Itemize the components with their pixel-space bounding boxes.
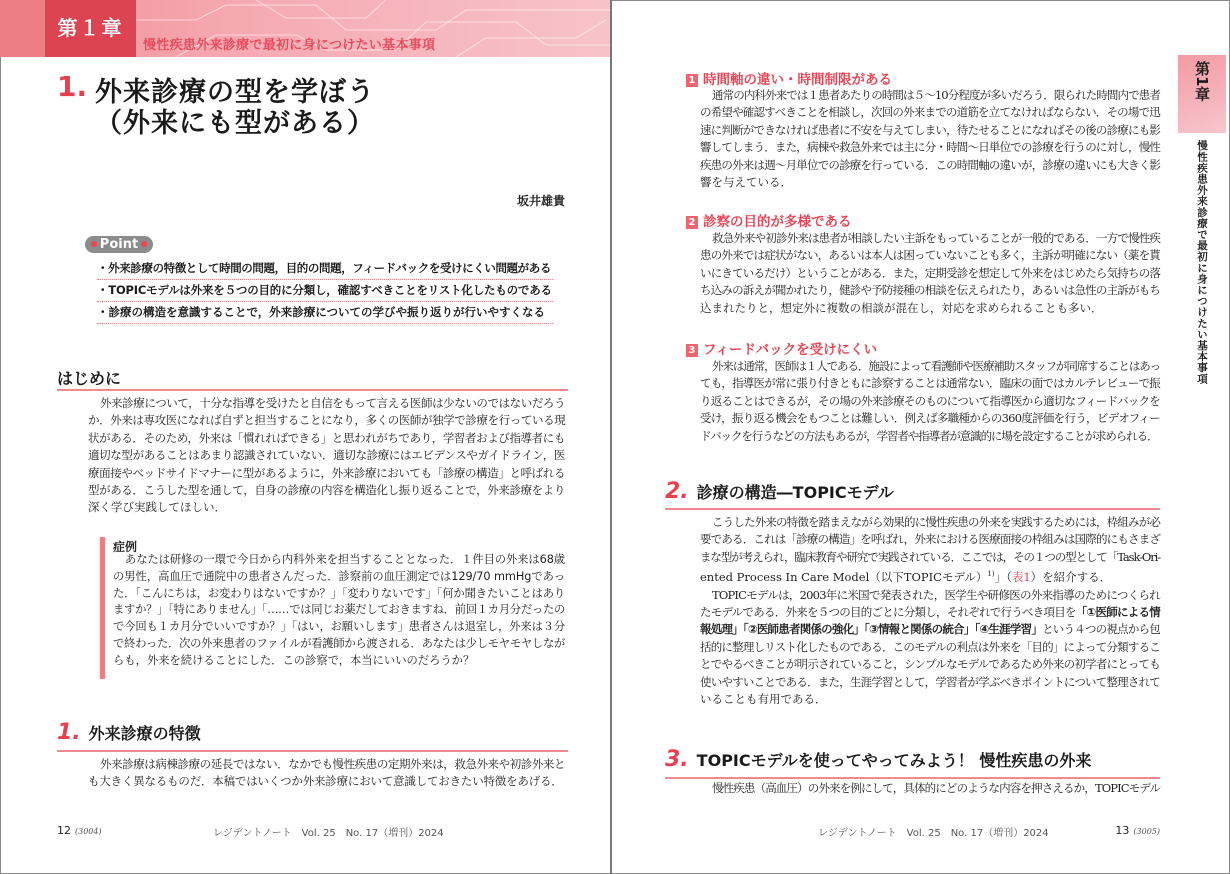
page-number-left: [57, 824, 102, 837]
case-paragraph: [113, 552, 565, 670]
text-line: 疾患の外来は週～月単位での診療を行っている．この時間軸の違いが，診療の違いにも大きく影: [700, 157, 1161, 172]
subsection-heading-3: [686, 338, 877, 358]
text-segment: 報処理」「②医師患者関係の強化」「③情報と関係の統合」「④生涯学習」: [700, 622, 1043, 637]
heading-rule: [57, 389, 568, 391]
text-line: で今回も１カ月分でいいですか？」「はい，お願いします」患者さんは退室し，外来は３分: [113, 620, 565, 634]
article-title-line2: （外来にも型がある）: [95, 108, 375, 139]
text-line: [700, 566, 1160, 586]
text-segment: 「①医師による情: [1075, 605, 1161, 620]
table-reference-link[interactable]: 表1: [1011, 570, 1031, 585]
case-accent-bar: [100, 537, 105, 679]
point-item: ・診療の構造を意識することで，外来診療についての学びや振り返りが行いやすくなる: [97, 304, 553, 324]
text-line: 受け，振り返る機会をもつことは難しい．例えば多職種からの360度評価を行う，ビデオフィー: [700, 411, 1160, 426]
text-line: とでやるべきことが明示されていること，シンプルなモデルであるため外来の初学者にとっても: [700, 657, 1160, 672]
text-line: 慢性疾患（高血圧）の外来を例にして，具体的にどのような内容を押さえるか，TOPICモデル: [712, 781, 1160, 795]
text-line: 外来は通常，医師は１人である．施設によって看護師や医療補助スタッフが同席することはあっ: [712, 359, 1160, 373]
text-line: 使いやすいことである．また，生涯学習として，学習者が学ぶべきポイントについて整理されて: [700, 674, 1160, 689]
chapter-subtitle: 慢性疾患外来診療で最初に身につけたい基本事項: [143, 38, 436, 53]
header-strip: [0, 0, 45, 57]
section-number: 2.: [665, 479, 689, 504]
subsection-title: 時間軸の違い・時間制限がある: [703, 72, 892, 88]
page-sub-number: (3005): [1133, 827, 1160, 836]
heading-rule: [665, 777, 1160, 779]
text-line: 速に判断ができなければ患者に不安を与えてしまい，待たせることになればその後の診療にも影: [700, 122, 1161, 137]
side-tab-chapter: 第1章: [1193, 61, 1211, 102]
text-segment: という４つの視点から包: [1042, 622, 1160, 637]
text-line: 外来診療は病棟診療の延長ではない．なかでも慢性疾患の定期外来は，救急外来や初診外来と: [100, 757, 565, 771]
article-title-line1: 外来診療の型を学ぼう: [95, 77, 375, 108]
text-line: 外来診療について，十分な指導を受けたと自信をもって言える医師は少ないのではないだろう: [100, 396, 565, 410]
text-line: ドバックを行うなどの方法もあるが，学習者や指導者が意識的に場を設定することが求められる．: [700, 428, 1158, 443]
text-line: TOPICモデルは，2003年に米国で発表された，医学生や研修医の外来指導のためにつくられ: [712, 587, 1160, 602]
page-divider: [610, 0, 612, 874]
text-line: いることも有用である．: [700, 692, 827, 707]
text-line: いにきているだけ）ということがある．また，定期受診を想定して外来をはじめたら気持ちの落: [700, 265, 1161, 280]
section-title: TOPICモデルを使ってやってみよう！ 慢性疾患の外来: [696, 751, 1092, 770]
heading-rule: [57, 750, 568, 752]
chapter-label: 第１章: [45, 0, 136, 57]
chapter-side-tab: [1178, 55, 1226, 133]
subsection-paragraph: [700, 230, 1160, 317]
text-line: 要である．これは「診療の構造」を呼ばれ，外来における医療面接の枠組みは国際的にもさまざ: [700, 532, 1160, 547]
subsection-title: 診察の目的が多様である: [703, 214, 852, 230]
subsection-paragraph: [700, 358, 1160, 445]
section-title: 外来診療の特徴: [88, 724, 201, 743]
author-name: 坂井雄貴: [516, 194, 565, 208]
section3-heading: [665, 747, 1091, 772]
dot-icon: [141, 241, 147, 247]
point-item: ・外来診療の特徴として時間の問題，目的の問題，フィードバックを受けにくい問題がある: [97, 260, 553, 280]
text-line: り返ることはできるが，その場の外来診療そのものについて指導医から適切なフィードバックを: [700, 393, 1160, 408]
intro-heading: はじめに: [57, 369, 122, 388]
text-line: [700, 604, 1160, 621]
text-segment: 」（: [994, 570, 1012, 585]
section1-paragraph: [88, 756, 565, 791]
section-number: 3.: [665, 747, 689, 772]
section1-heading: [57, 720, 201, 745]
journal-footer: レジデントノート Vol. 25 No. 17（増刊）2024: [213, 828, 444, 839]
text-line: 深く学び実践してほしい．: [88, 500, 226, 515]
text-line: [700, 621, 1160, 638]
chapter-header-band: [0, 0, 610, 57]
text-line: 通常の内科外来では１患者あたりの時間は５～10分程度が多いだろう．限られた時間内で患者: [712, 88, 1160, 102]
text-line: 患の外来では症状がない，あるいは本人は困っていないことも多く，主訴が明確にない（薬を貰: [700, 248, 1160, 263]
text-line: の希望や確認すべきことを相談し，次回の外来までの道筋を立てなければならない．その場で迅: [700, 105, 1160, 120]
text-line: か．外来は専攻医になれば自ずと担当することになり，多くの医師が独学で診療を行っている現: [88, 413, 566, 428]
point-item: ・TOPICモデルは外来を５つの目的に分類し，確認すべきことをリスト化したものである: [97, 282, 553, 302]
number-box-icon: 3: [686, 344, 698, 357]
text-line: 救急外来や初診外来は患者が相談したい主訴をもっていることが一般的である．一方で慢性疾: [712, 231, 1160, 245]
text-segment: ）を紹介する．: [1030, 570, 1112, 585]
text-line: の男性，高血圧で通院中の患者さんだった．診察前の血圧測定では129/70 mmHgであっ: [113, 569, 565, 583]
text-line: こうした外来の特徴を踏まえながら効果的に慢性疾患の外来を実践するためには，枠組みが必: [712, 515, 1160, 529]
text-line: 響してしまう．また，病棟や救急外来では主に分・時間～日単位での診療を行うのに対し，慢性: [700, 140, 1161, 155]
text-line: 括的に整理しリスト化したものである．このモデルの利点は外来を「目的」によって分類するこ: [700, 639, 1160, 654]
subsection-paragraph: [700, 87, 1160, 191]
case-title: 症例: [113, 540, 138, 554]
text-line: ても，指導医が常に張り付きともに診察することは通常ない．臨床の面ではカルテレビューで振: [700, 376, 1160, 391]
text-line: で終わった．次の外来患者のファイルが看護師から渡される．あなたは少しモヤモヤしなが: [113, 636, 565, 650]
section-title: 診療の構造―TOPICモデル: [696, 483, 894, 502]
section2-heading: [665, 479, 894, 504]
text-line: 療面接やベッドサイドマナーに型があるように，外来診療においても「診療の構造」と呼ばれる: [88, 465, 565, 480]
text-line: ますか？」「特にありません」「……では同じお薬だしておきますね．前回１カ月分だったの: [113, 603, 565, 617]
subsection-heading-1: [686, 68, 892, 88]
intro-paragraph: [88, 395, 565, 517]
side-tab-subtitle: 慢性疾患外来診療で最初に身につけたい基本事項: [1196, 140, 1208, 385]
text-line: も大きく異なるものだ．本稿ではいくつか外来診療において意識しておきたい特徴をあげる．: [88, 774, 563, 789]
text-line: た．「こんにちは，お変わりはないですか？」「変わりないです」「何か聞きたいことはあり: [113, 586, 565, 600]
heading-rule: [665, 508, 1160, 510]
text-line: ち込みの訴えが聞かれたり，健診や予防接種の相談を伝えられたり，あるいは急性の主訴がもち: [700, 283, 1161, 298]
section3-paragraph: [700, 780, 1160, 797]
text-line: 型がある．こうした型を通して，自身の診療の内容を構造化し振り返ることで，外来診療をより: [88, 483, 565, 498]
page-number: 13: [1115, 824, 1130, 837]
number-box-icon: 1: [686, 74, 698, 87]
page-number: 12: [57, 824, 71, 837]
article-number: 1.: [57, 70, 88, 103]
text-segment: ented Process In Care Model（以下TOPICモデル）: [700, 570, 988, 585]
text-line: まな型が考えられ，臨床教育や研究で実践されている．ここでは，その１つの型として「Task-Ori-: [700, 549, 1160, 564]
text-line: 込まれたりと，想定外に複数の相談が混在し，対応を求められることも多い．: [700, 300, 1103, 315]
text-line: 適切な型があることはあまり認識されていない．適切な診療にはエビデンスやガイドライン，医: [88, 448, 565, 463]
section2-paragraphs: [700, 514, 1160, 708]
subsection-heading-2: [686, 210, 852, 230]
text-line: らも，外来を続けることにした．この診察で，本当にいいのだろうか？: [113, 653, 475, 667]
text-segment: たモデルである．外来を５つの目的ごとに分類し，それぞれで行うべき項目を: [700, 605, 1076, 620]
journal-footer: レジデントノート Vol. 25 No. 17（増刊）2024: [818, 828, 1049, 839]
dot-icon: [91, 241, 97, 247]
citation-superscript: 1): [987, 570, 995, 579]
subsection-title: フィードバックを受けにくい: [703, 342, 878, 358]
number-box-icon: 2: [686, 216, 698, 229]
page-sub-number: (3004): [75, 827, 102, 836]
text-line: 状がある．そのため，外来は「慣れればできる」と思われがちであり，学習者および指導者にも: [88, 430, 565, 445]
point-label: Point: [99, 237, 139, 252]
section-number: 1.: [57, 720, 81, 745]
point-badge: [85, 236, 153, 253]
text-line: あなたは研修の一環で今日から内科外来を担当することとなった．１件目の外来は68歳: [125, 553, 565, 566]
text-line: 響を与えている．: [700, 175, 792, 190]
page-number-right: [1115, 824, 1160, 837]
